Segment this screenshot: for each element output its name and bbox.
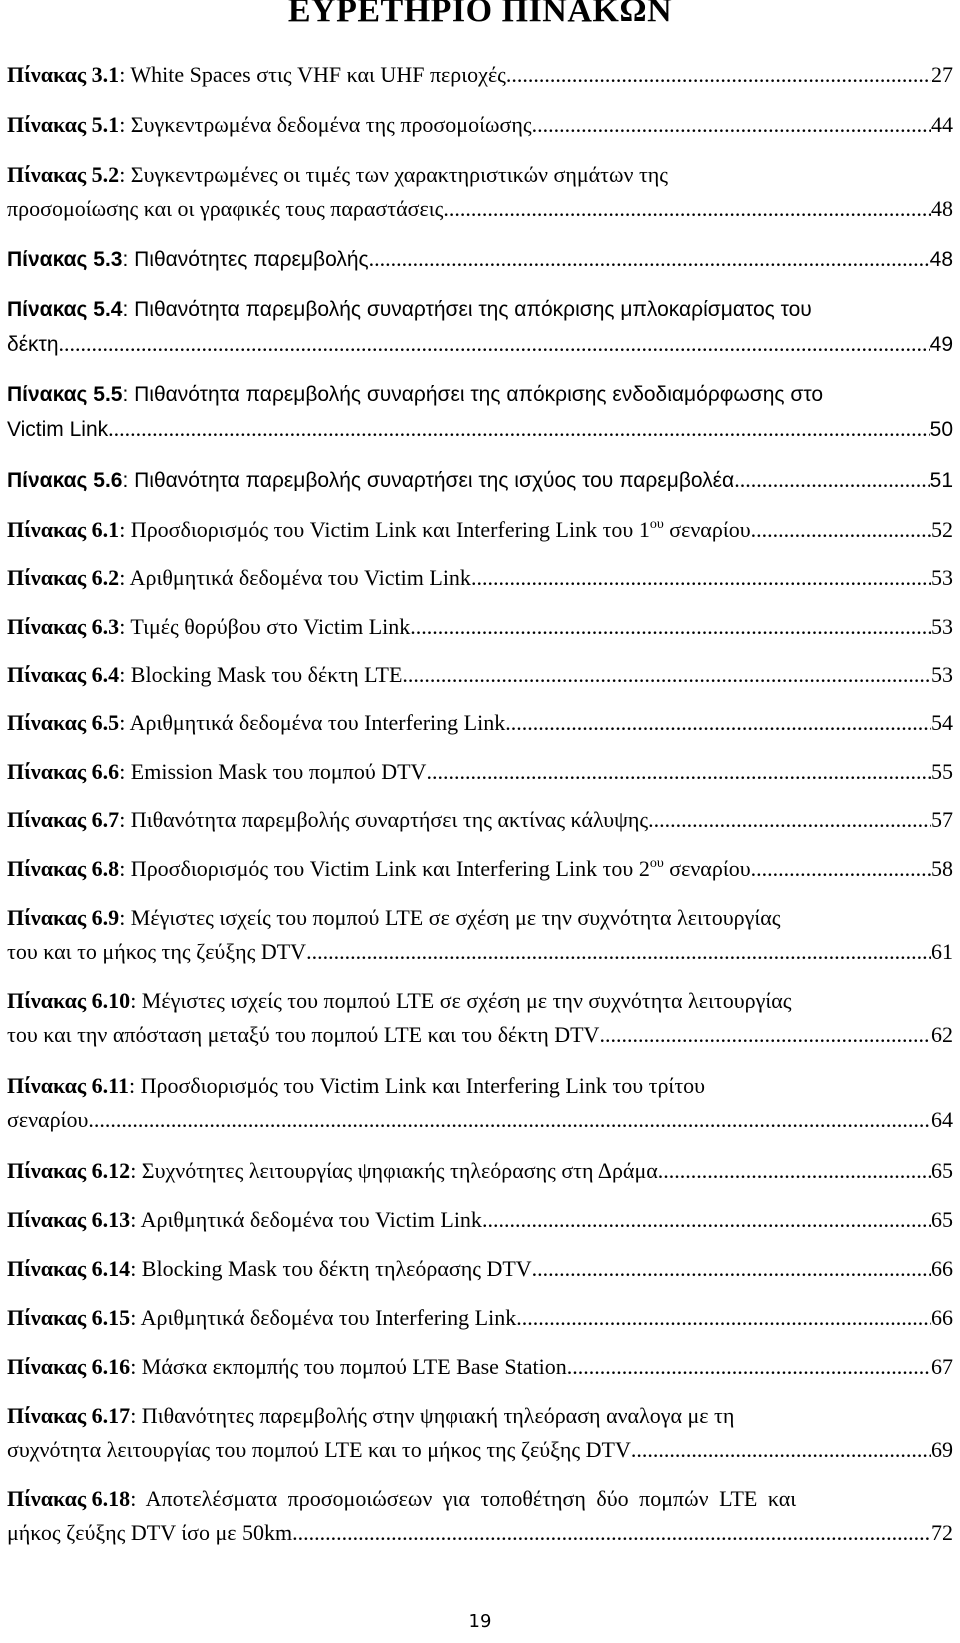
entry-page: 54 xyxy=(931,710,953,735)
entry-text: : Προσδιορισμός του Victim Link και Interfering Link του τρίτου xyxy=(128,1073,706,1098)
leader-dots xyxy=(567,1350,931,1384)
toc-entry[interactable] xyxy=(7,1350,953,1384)
leader-dots xyxy=(471,561,931,595)
entry-text-continued: του και την απόσταση μεταξύ του πομπού LTE και του δέκτη DTV xyxy=(7,1022,600,1047)
leader-dots xyxy=(516,1301,931,1335)
entry-page: 65 xyxy=(931,1158,953,1183)
entry-text: : Μέγιστες ισχείς του πομπού LTE σε σχέση με την συχνότητα λειτουργίας xyxy=(130,988,792,1013)
page-number: 19 xyxy=(468,1611,492,1632)
superscript: ου xyxy=(649,856,664,871)
entry-text: : Πιθανότητες παρεμβολής xyxy=(122,248,369,271)
entry-text: : Πιθανότητα παρεμβολής συναρτήσει της απόκρισης μπλοκαρίσματος του xyxy=(122,298,812,321)
toc-entry[interactable] xyxy=(7,852,953,886)
entry-text: : Αριθμητικά δεδομένα του Victim Link xyxy=(130,1207,482,1232)
entry-page: 66 xyxy=(931,1256,953,1281)
toc-entry[interactable] xyxy=(7,658,953,692)
entry-label: Πίνακας 6.15 xyxy=(7,1305,131,1330)
entry-text: : Πιθανότητα παρεμβολής συναρήσει της απόκρισης ενδοδιαμόρφωσης στο xyxy=(122,383,824,406)
entry-heading xyxy=(7,1482,796,1516)
leader-dots xyxy=(108,412,929,446)
toc-entry[interactable] xyxy=(7,984,953,1052)
entry-page: 64 xyxy=(931,1107,953,1132)
leader-dots xyxy=(506,58,931,92)
leader-dots xyxy=(751,513,931,547)
toc-entry[interactable] xyxy=(7,58,953,92)
entry-page: 65 xyxy=(931,1207,953,1232)
entry-label: Πίνακας 6.1 xyxy=(7,517,120,542)
leader-dots xyxy=(482,1203,931,1237)
entry-text: : Προσδιορισμός του Victim Link και Interfering Link του $1^{o\upsilon}$ σεναρίου xyxy=(119,517,751,542)
leader-dots xyxy=(402,658,931,692)
toc-entry[interactable] xyxy=(7,1154,953,1188)
toc-entry[interactable] xyxy=(7,1399,953,1467)
leader-dots xyxy=(88,1103,931,1137)
superscript: ου xyxy=(649,517,664,532)
entry-page: 48 xyxy=(931,196,953,221)
entry-text: : Πιθανότητα παρεμβολής συναρτήσει της ακτίνας κάλυψης xyxy=(119,807,649,832)
entry-label: Πίνακας 6.5 xyxy=(7,710,120,735)
entry-page: 58 xyxy=(931,856,953,881)
entry-page: 72 xyxy=(931,1520,953,1545)
leader-dots xyxy=(59,327,930,361)
entry-label: Πίνακας 6.17 xyxy=(7,1403,131,1428)
toc-entry[interactable] xyxy=(7,242,953,276)
entry-label: Πίνακας 5.5 xyxy=(7,383,123,406)
entry-label: Πίνακας 6.10 xyxy=(7,988,131,1013)
entry-label: Πίνακας 6.3 xyxy=(7,614,120,639)
entry-label: Πίνακας 6.8 xyxy=(7,856,120,881)
toc-entry[interactable] xyxy=(7,378,953,446)
toc-entry[interactable] xyxy=(7,513,953,547)
toc-entry[interactable] xyxy=(7,108,953,142)
entry-text: : Συχνότητες λειτουργίας ψηφιακής τηλεόρασης στη Δράμα xyxy=(130,1158,658,1183)
toc-entry[interactable] xyxy=(7,1482,953,1550)
entry-page: 67 xyxy=(931,1354,953,1379)
toc-entry[interactable] xyxy=(7,1252,953,1286)
entry-label: Πίνακας 3.1 xyxy=(7,62,120,87)
entry-text: : Αποτελέσματα προσομοιώσεων για τοποθέτηση δύο πομπών LTE και xyxy=(130,1486,797,1511)
entry-text-continued: Victim Link xyxy=(7,418,109,441)
toc-entry[interactable] xyxy=(7,901,953,969)
leader-dots xyxy=(751,852,931,886)
leader-dots xyxy=(426,755,931,789)
entry-text: : Μάσκα εκπομπής του πομπού LTE Base Station xyxy=(130,1354,567,1379)
entry-page: 27 xyxy=(931,62,953,87)
entry-label: Πίνακας 5.2 xyxy=(7,162,120,187)
entry-page: 53 xyxy=(931,614,953,639)
entry-label: Πίνακας 5.4 xyxy=(7,298,123,321)
leader-dots xyxy=(658,1154,931,1188)
entry-label: Πίνακας 6.2 xyxy=(7,565,120,590)
entry-text: : Emission Mask του πομπού DTV xyxy=(119,759,427,784)
leader-dots xyxy=(292,1516,931,1550)
toc-entry[interactable] xyxy=(7,803,953,837)
toc-entry[interactable] xyxy=(7,706,953,740)
toc-entry[interactable] xyxy=(7,1301,953,1335)
entry-text: : Προσδιορισμός του Victim Link και Interfering Link του $2^{o\upsilon}$ σεναρίου xyxy=(119,856,751,881)
entry-text-continued: του και το μήκος της ζεύξης DTV xyxy=(7,939,307,964)
entry-text: : Αριθμητικά δεδομένα του Interfering Link xyxy=(130,1305,517,1330)
entry-page: 69 xyxy=(931,1437,953,1462)
entry-page: 53 xyxy=(931,662,953,687)
page-title: ΕΥΡΕΤΗΡΙΟ ΠΙΝΑΚΩΝ xyxy=(287,0,673,29)
toc-entry[interactable] xyxy=(7,561,953,595)
entry-label: Πίνακας 5.1 xyxy=(7,112,120,137)
entry-text-continued: συχνότητα λειτουργίας του πομπού LTE και το μήκος της ζεύξης DTV xyxy=(7,1437,631,1462)
entry-label: Πίνακας 6.18 xyxy=(7,1486,131,1511)
entry-text: : Συγκεντρωμένες οι τιμές των χαρακτηριστικών σημάτων της xyxy=(119,162,669,187)
leader-dots xyxy=(306,935,931,969)
entry-text-continued: προσομοίωσης και οι γραφικές τους παραστάσεις xyxy=(7,196,444,221)
entry-text-continued: μήκος ζεύξης DTV ίσο με 50km xyxy=(7,1520,293,1545)
leader-dots xyxy=(369,242,930,276)
toc-entry[interactable] xyxy=(7,1203,953,1237)
entry-text: : Blocking Mask του δέκτη LTE xyxy=(119,662,403,687)
entry-label: Πίνακας 6.4 xyxy=(7,662,120,687)
leader-dots xyxy=(505,706,931,740)
toc-entry[interactable] xyxy=(7,755,953,789)
entry-label: Πίνακας 6.12 xyxy=(7,1158,131,1183)
entry-page: 61 xyxy=(931,939,953,964)
entry-text: : Αριθμητικά δεδομένα του Interfering Link xyxy=(119,710,506,735)
entry-page: 52 xyxy=(931,517,953,542)
entry-label: Πίνακας 6.13 xyxy=(7,1207,131,1232)
entry-label: Πίνακας 6.6 xyxy=(7,759,120,784)
entry-label: Πίνακας 5.3 xyxy=(7,248,123,271)
leader-dots xyxy=(410,610,931,644)
entry-page: 66 xyxy=(931,1305,953,1330)
entry-label: Πίνακας 5.6 xyxy=(7,469,123,492)
leader-dots xyxy=(631,1433,931,1467)
toc-entry[interactable] xyxy=(7,463,953,497)
entry-page: 49 xyxy=(929,333,953,356)
entry-page: 62 xyxy=(931,1022,953,1047)
leader-dots xyxy=(734,463,929,497)
entry-page: 53 xyxy=(931,565,953,590)
entry-text: : Τιμές θορύβου στο Victim Link xyxy=(119,614,411,639)
entry-text: : White Spaces στις VHF και UHF περιοχές xyxy=(119,62,506,87)
leader-dots xyxy=(599,1018,931,1052)
leader-dots xyxy=(443,192,931,226)
entry-label: Πίνακας 6.9 xyxy=(7,905,120,930)
leader-dots xyxy=(532,1252,931,1286)
entry-text-continued: δέκτη xyxy=(7,333,59,356)
toc-entry[interactable] xyxy=(7,610,953,644)
leader-dots xyxy=(532,108,931,142)
entry-label: Πίνακας 6.16 xyxy=(7,1354,131,1379)
entry-text: : Αριθμητικά δεδομένα του Victim Link xyxy=(119,565,471,590)
entry-page: 44 xyxy=(931,112,953,137)
toc-entry[interactable] xyxy=(7,158,953,226)
entry-page: 55 xyxy=(931,759,953,784)
entry-text-continued: σεναρίου xyxy=(7,1107,89,1132)
entry-page: 51 xyxy=(929,469,953,492)
entry-page: 50 xyxy=(929,418,953,441)
entry-text: : Συγκεντρωμένα δεδομένα της προσομοίωσης xyxy=(119,112,532,137)
entry-text: : Πιθανότητες παρεμβολής στην ψηφιακή τηλεόραση αναλογα με τη xyxy=(130,1403,735,1428)
leader-dots xyxy=(648,803,931,837)
entry-page: 57 xyxy=(931,807,953,832)
entry-label: Πίνακας 6.14 xyxy=(7,1256,131,1281)
entry-label: Πίνακας 6.7 xyxy=(7,807,120,832)
entry-text: : Μέγιστες ισχείς του πομπού LTE σε σχέση με την συχνότητα λειτουργίας xyxy=(119,905,781,930)
entry-page: 48 xyxy=(929,248,953,271)
toc-entry[interactable] xyxy=(7,1069,953,1137)
entry-text: : Πιθανότητα παρεμβολής συναρτήσει της ισχύος του παρεμβολέα xyxy=(122,469,735,492)
entry-label: Πίνακας 6.11 xyxy=(7,1073,129,1098)
entry-text: : Blocking Mask του δέκτη τηλεόρασης DTV xyxy=(130,1256,532,1281)
toc-entry[interactable] xyxy=(7,293,953,361)
